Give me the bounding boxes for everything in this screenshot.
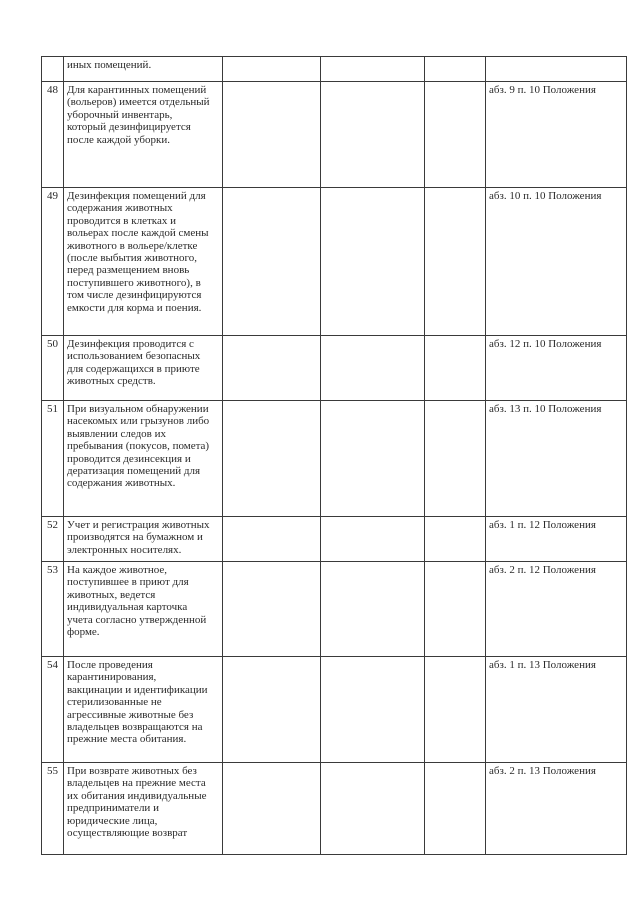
table-row — [42, 763, 627, 855]
row-number: 55 — [42, 763, 64, 855]
empty-cell-yes — [223, 401, 321, 517]
empty-cell-no — [321, 657, 425, 763]
empty-cell-no — [321, 401, 425, 517]
empty-cell-yes — [223, 336, 321, 401]
row-number: 54 — [42, 657, 64, 763]
empty-cell-yes — [223, 657, 321, 763]
requirement-text: иных помещений. — [64, 57, 223, 82]
requirement-text: Для карантинных помещений (вольеров) имеется отдельный уборочный инвентарь, который дезинфицируется после каждой уборки. — [64, 82, 223, 188]
row-number: 49 — [42, 188, 64, 336]
empty-cell-na — [425, 562, 486, 657]
row-number: 51 — [42, 401, 64, 517]
empty-cell-na — [425, 82, 486, 188]
empty-cell-yes — [223, 57, 321, 82]
empty-cell-na — [425, 336, 486, 401]
empty-cell-yes — [223, 763, 321, 855]
empty-cell-na — [425, 657, 486, 763]
row-number: 50 — [42, 336, 64, 401]
empty-cell-no — [321, 517, 425, 562]
row-number: 48 — [42, 82, 64, 188]
legal-reference: абз. 10 п. 10 Положения — [486, 188, 627, 336]
legal-reference: абз. 2 п. 13 Положения — [486, 763, 627, 855]
empty-cell-no — [321, 82, 425, 188]
requirement-text: При визуальном обнаружении насекомых или грызунов либо выявлении следов их пребывания (покусов, помета) проводится дезинсекция и дератизация помещений для содержания животных. — [64, 401, 223, 517]
row-number: 52 — [42, 517, 64, 562]
requirement-text: После проведения карантинирования, вакцинации и идентификации стерилизованные не агрессивные животные без владельцев возвращаются на прежние места обитания. — [64, 657, 223, 763]
legal-reference: абз. 9 п. 10 Положения — [486, 82, 627, 188]
empty-cell-no — [321, 57, 425, 82]
empty-cell-yes — [223, 82, 321, 188]
legal-reference: абз. 1 п. 13 Положения — [486, 657, 627, 763]
empty-cell-no — [321, 763, 425, 855]
table-row — [42, 188, 627, 336]
requirement-text: На каждое животное, поступившее в приют для животных, ведется индивидуальная карточка учета согласно утвержденной форме. — [64, 562, 223, 657]
empty-cell-na — [425, 517, 486, 562]
table-row — [42, 657, 627, 763]
table-row — [42, 57, 627, 82]
row-number — [42, 57, 64, 82]
table-row — [42, 517, 627, 562]
empty-cell-yes — [223, 517, 321, 562]
requirement-text: Дезинфекция помещений для содержания животных проводится в клетках и вольерах после каждой смены животного в вольере/клетке (после выбытия животного, перед размещением вновь поступившего животного), в том числе дезинфицируются емкости для корма и поения. — [64, 188, 223, 336]
empty-cell-na — [425, 57, 486, 82]
legal-reference: абз. 2 п. 12 Положения — [486, 562, 627, 657]
empty-cell-yes — [223, 188, 321, 336]
empty-cell-no — [321, 562, 425, 657]
legal-reference — [486, 57, 627, 82]
legal-reference: абз. 1 п. 12 Положения — [486, 517, 627, 562]
requirement-text: Дезинфекция проводится с использованием безопасных для содержащихся в приюте животных средств. — [64, 336, 223, 401]
requirement-text: При возврате животных без владельцев на прежние места их обитания индивидуальные предприниматели и юридические лица, осуществляющие возврат — [64, 763, 223, 855]
table-row — [42, 562, 627, 657]
legal-reference: абз. 12 п. 10 Положения — [486, 336, 627, 401]
empty-cell-na — [425, 401, 486, 517]
table-row — [42, 82, 627, 188]
legal-reference: абз. 13 п. 10 Положения — [486, 401, 627, 517]
empty-cell-na — [425, 188, 486, 336]
empty-cell-no — [321, 188, 425, 336]
table-row — [42, 401, 627, 517]
empty-cell-no — [321, 336, 425, 401]
checklist-table — [41, 56, 627, 855]
table-row — [42, 336, 627, 401]
empty-cell-na — [425, 763, 486, 855]
requirement-text: Учет и регистрация животных производятся на бумажном и электронных носителях. — [64, 517, 223, 562]
row-number: 53 — [42, 562, 64, 657]
empty-cell-yes — [223, 562, 321, 657]
